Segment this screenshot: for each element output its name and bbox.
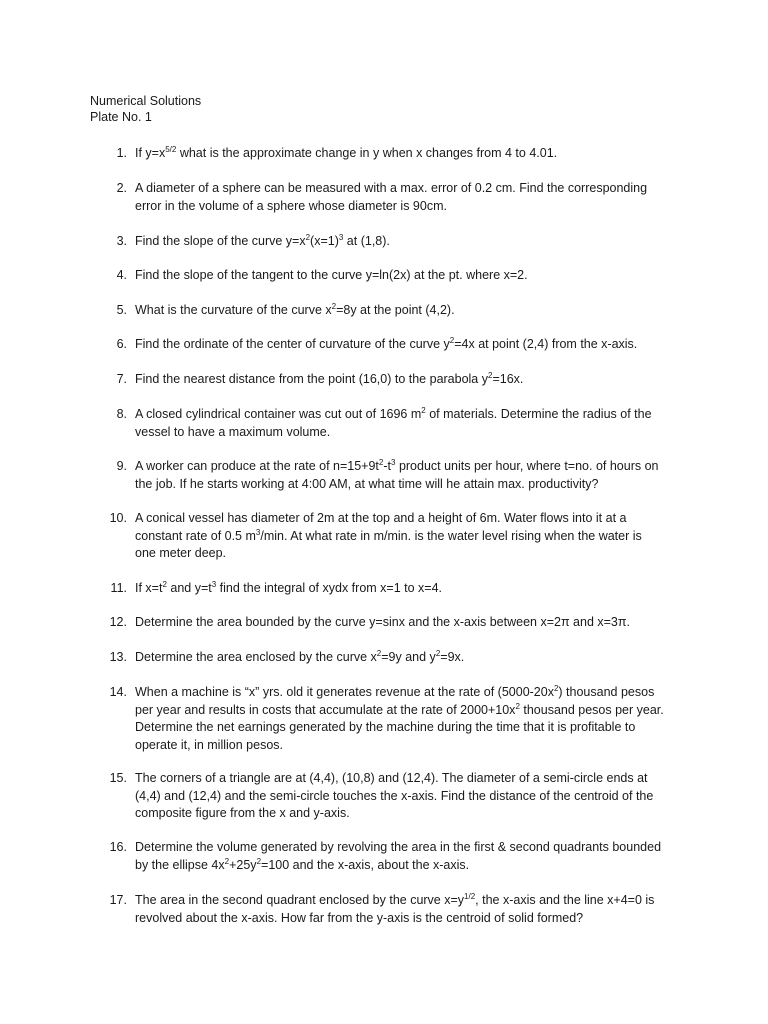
problem-text: [135, 371, 685, 389]
problem-text-line: When a machine is “x” yrs. old it generates revenue at the rate of $(5000-20x^2)$ thousand pesos: [135, 683, 655, 699]
problem-text-line: per year and results in costs that accumulate at the rate of $2000+10x^2$ thousand pesos per year.: [135, 701, 664, 717]
problem-text: [135, 233, 685, 251]
problem-number: 14.: [109, 685, 127, 699]
problem-text: [135, 267, 685, 285]
problem-text-line: constant rate of 0.5 $m^3/\min$. At what rate in m/min. is the water level rising when the water is: [135, 527, 642, 543]
problem-text-line: by the ellipse $4x^2+25y^2=100$ and the x-axis, about the x-axis.: [135, 856, 470, 872]
problem-text-line: Find the nearest distance from the point (16,0) to the parabola $y^2=16x$.: [135, 370, 524, 386]
problem-number: 9.: [116, 459, 127, 473]
problem-text-line: Determine the net earnings generated by the machine during the time that it is profitable to: [135, 720, 636, 734]
problem-text-line: Find the ordinate of the center of curvature of the curve $y^2=4x$ at point (2,4) from the x-axis.: [135, 335, 638, 351]
problem-number: 3.: [116, 234, 127, 248]
problem-text-line: If $y=x^{5/2}$ what is the approximate change in y when x changes from 4 to 4.01.: [135, 144, 558, 160]
problem-text-line: A diameter of a sphere can be measured with a max. error of 0.2 cm. Find the corresponding: [135, 181, 648, 195]
problem-text-line: one meter deep.: [135, 546, 227, 560]
problem-text: [135, 684, 685, 754]
problem-text-line: the job. If he starts working at 4:00 AM, at what time will he attain max. productivity?: [135, 476, 599, 491]
problem-number: 12.: [109, 615, 127, 629]
problem-text: [135, 180, 685, 215]
document-title: Numerical Solutions: [90, 94, 202, 108]
problem-number: 2.: [116, 181, 127, 195]
problem-text-line: Find the slope of the curve $y=x^2(x=1)^3$ at (1,8).: [135, 232, 390, 248]
problem-text-line: Find the slope of the tangent to the curve y=ln(2x) at the pt. where x=2.: [135, 268, 528, 282]
problem-text-line: The area in the second quadrant enclosed by the curve $x=y^{1/2}$, the x-axis and the line x+4=0 is: [135, 891, 655, 907]
problem-text: [135, 458, 685, 493]
problem-text-line: vessel to have a maximum volume.: [135, 424, 331, 439]
problem-text-line: A closed cylindrical container was cut out of 1696 $m^2$ of materials. Determine the radius of the: [135, 405, 652, 421]
problem-text-line: A conical vessel has diameter of 2m at the top and a height of 6m. Water flows into it at a: [135, 511, 627, 525]
problem-text: [135, 145, 685, 163]
problem-text-line: Determine the area enclosed by the curve $x^2=9y$ and $y^2=9x$.: [135, 648, 465, 664]
problem-number: 8.: [116, 407, 127, 421]
problem-text: [135, 336, 685, 354]
problem-number: 1.: [116, 146, 127, 160]
problem-text: [135, 839, 685, 874]
problem-text: [135, 649, 685, 667]
problem-number: 11.: [110, 581, 127, 595]
problem-text-line: revolved about the x-axis. How far from the y-axis is the centroid of solid formed?: [135, 910, 584, 925]
problem-number: 10.: [109, 511, 127, 525]
problem-text: [135, 892, 685, 927]
problem-text-line: (4,4) and (12,4) and the semi-circle touches the x-axis. Find the distance of the centroid of the: [135, 788, 654, 803]
problem-text-line: The corners of a triangle are at (4,4), (10,8) and (12,4). The diameter of a semi-circle ends at: [135, 771, 648, 785]
problem-number: 16.: [109, 840, 127, 854]
problem-number: 7.: [116, 372, 127, 386]
problem-text-line: What is the curvature of the curve $x^2=8y$ at the point (4,2).: [135, 301, 455, 317]
problem-text-line: A worker can produce at the rate of $n=15+9t^2-t^3$ product units per hour, where t=no. of hours on: [135, 457, 659, 473]
plate-number: Plate No. 1: [90, 110, 152, 124]
problem-text-line: Determine the area bounded by the curve y=sinx and the x-axis between x=2π and x=3π.: [135, 615, 630, 629]
problem-text: [135, 614, 685, 632]
problem-number: 6.: [116, 337, 127, 351]
problem-text: [135, 406, 685, 441]
problem-number: 15.: [109, 771, 127, 785]
problem-text-line: error in the volume of a sphere whose diameter is 90cm.: [135, 198, 447, 213]
problem-text: [135, 302, 685, 320]
problem-text-line: operate it, in million pesos.: [135, 737, 283, 752]
problem-number: 17.: [109, 893, 127, 907]
problem-number: 5.: [116, 303, 127, 317]
problem-text-line: composite figure from the x and y-axis.: [135, 806, 350, 820]
problem-text: [135, 580, 685, 598]
problem-number: 13.: [109, 650, 127, 664]
problem-number: 4.: [116, 268, 127, 282]
problem-text: [135, 510, 685, 563]
problem-text-line: Determine the volume generated by revolving the area in the first & second quadrants bounded: [135, 840, 662, 854]
problem-text-line: If $x=t^2$ and $y=t^3$ find the integral of xydx from x=1 to x=4.: [135, 579, 442, 595]
problem-text: [135, 770, 685, 823]
